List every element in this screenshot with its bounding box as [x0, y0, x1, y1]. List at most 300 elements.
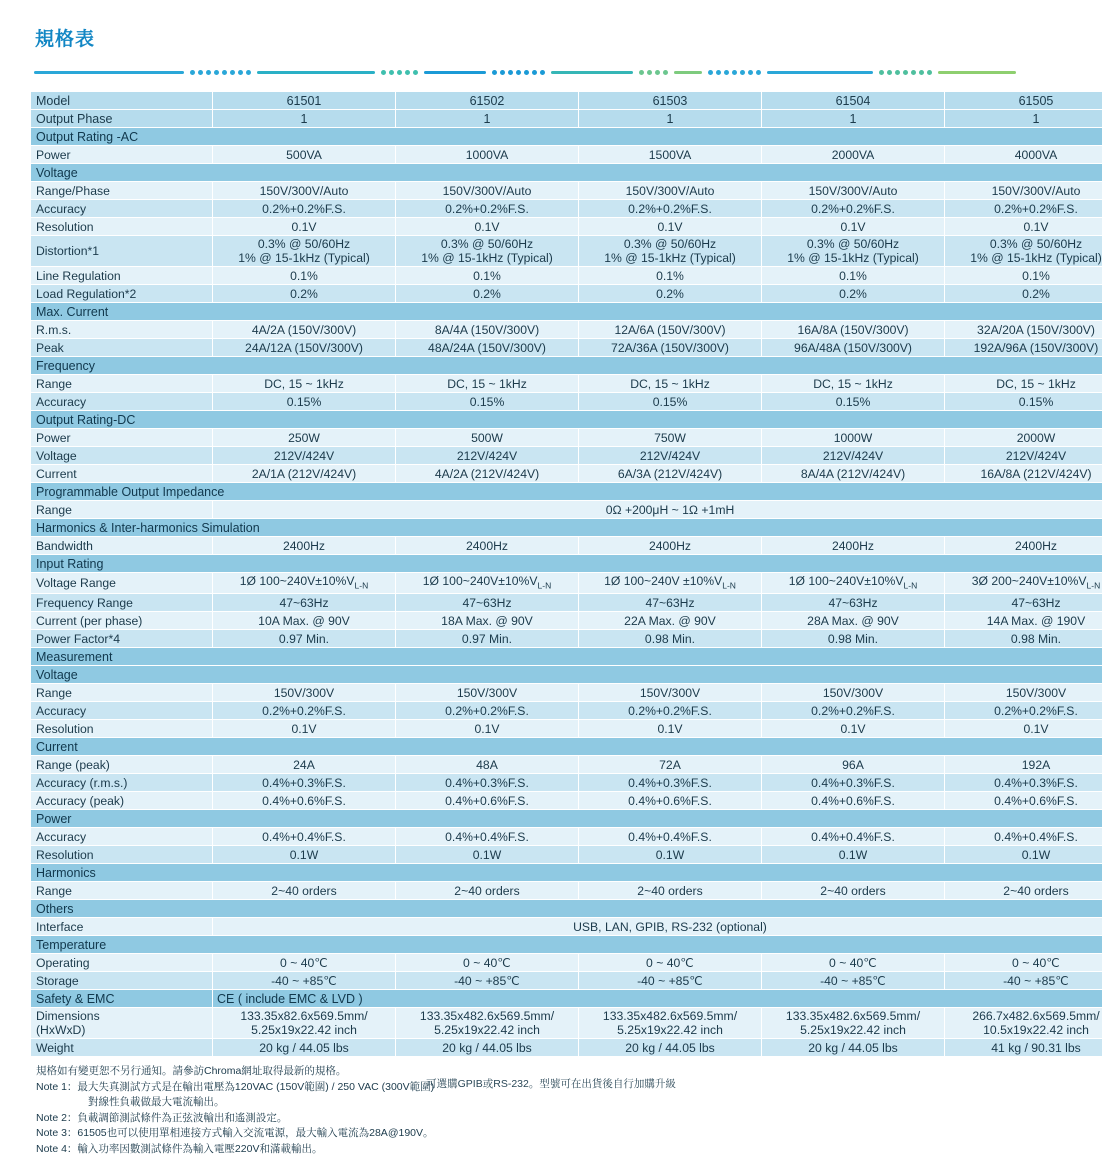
table-row — [31, 684, 1102, 702]
row-label: Current — [31, 465, 213, 483]
row-value: 6A/3A (212V/424V) — [579, 465, 762, 483]
row-value-span: USB, LAN, GPIB, RS-232 (optional) — [213, 918, 1102, 936]
row-value: 24A — [213, 756, 396, 774]
table-row — [31, 411, 1102, 429]
row-label: Load Regulation*2 — [31, 285, 213, 303]
row-value: 2~40 orders — [579, 882, 762, 900]
row-value: 212V/424V — [762, 447, 945, 465]
table-row — [31, 146, 1102, 164]
row-label: Harmonics & Inter-harmonics Simulation — [31, 519, 1102, 537]
row-value: DC, 15 ~ 1kHz — [945, 375, 1102, 393]
table-row — [31, 164, 1102, 182]
row-value: 0.3% @ 50/60Hz 1% @ 15-1kHz (Typical) — [945, 236, 1102, 267]
row-value: 4A/2A (212V/424V) — [396, 465, 579, 483]
row-value: 0.4%+0.3%F.S. — [213, 774, 396, 792]
row-label: Range — [31, 882, 213, 900]
row-label: Range/Phase — [31, 182, 213, 200]
row-value: 0.1W — [213, 846, 396, 864]
row-value: 0.1V — [762, 218, 945, 236]
row-value: 0.2% — [945, 285, 1102, 303]
table-row — [31, 720, 1102, 738]
row-value: 0.1V — [396, 720, 579, 738]
row-value: -40 ~ +85℃ — [945, 972, 1102, 990]
row-value: 16A/8A (150V/300V) — [762, 321, 945, 339]
table-row — [31, 828, 1102, 846]
row-value: 2400Hz — [945, 537, 1102, 555]
table-row — [31, 630, 1102, 648]
note-line: Note 2：負載調節測試條件為正弦波輸出和遙測設定。 — [36, 1111, 1072, 1127]
row-value: 47~63Hz — [945, 594, 1102, 612]
row-label: Peak — [31, 339, 213, 357]
row-value: 1000VA — [396, 146, 579, 164]
row-value: 0 ~ 40℃ — [762, 954, 945, 972]
row-value: 0.2%+0.2%F.S. — [579, 200, 762, 218]
row-value: 212V/424V — [213, 447, 396, 465]
row-value: 22A Max. @ 90V — [579, 612, 762, 630]
row-value: 96A/48A (150V/300V) — [762, 339, 945, 357]
row-value: DC, 15 ~ 1kHz — [579, 375, 762, 393]
row-value: 2400Hz — [762, 537, 945, 555]
row-label: Voltage — [31, 666, 1102, 684]
table-row — [31, 465, 1102, 483]
table-row — [31, 1039, 1102, 1057]
row-label: Temperature — [31, 936, 1102, 954]
row-value: DC, 15 ~ 1kHz — [762, 375, 945, 393]
row-value: 0.4%+0.4%F.S. — [213, 828, 396, 846]
row-label: Input Rating — [31, 555, 1102, 573]
row-value: 47~63Hz — [213, 594, 396, 612]
row-value: 0.4%+0.4%F.S. — [396, 828, 579, 846]
row-label: Storage — [31, 972, 213, 990]
row-label: Voltage — [31, 447, 213, 465]
row-label: Accuracy (r.m.s.) — [31, 774, 213, 792]
row-label: Output Rating -AC — [31, 128, 1102, 146]
row-value: 133.35x482.6x569.5mm/ 5.25x19x22.42 inch — [762, 1008, 945, 1039]
row-value: 2A/1A (212V/424V) — [213, 465, 396, 483]
table-row — [31, 882, 1102, 900]
table-row — [31, 846, 1102, 864]
row-value: 0.1% — [579, 267, 762, 285]
row-label: Programmable Output Impedance — [31, 483, 1102, 501]
deco-dots-4 — [639, 70, 668, 75]
row-value: 150V/300V — [762, 684, 945, 702]
table-row — [31, 339, 1102, 357]
note-line: Note 3：61505也可以使用單相連接方式輸入交流電源，最大輸入電流為28A@190V。 — [36, 1126, 1072, 1142]
row-value: 0.3% @ 50/60Hz 1% @ 15-1kHz (Typical) — [762, 236, 945, 267]
row-value: 61502 — [396, 92, 579, 110]
row-value: 2000VA — [762, 146, 945, 164]
row-value: 192A/96A (150V/300V) — [945, 339, 1102, 357]
row-value: 3Ø $200\sim 240V\pm 10\%V_{L-N}$ — [945, 573, 1102, 594]
row-value: 0.1W — [945, 846, 1102, 864]
row-value: 0.1W — [579, 846, 762, 864]
row-label: Accuracy — [31, 702, 213, 720]
note-line: 對線性負載做最大電流輸出。 — [36, 1095, 1072, 1111]
table-row — [31, 1008, 1102, 1039]
deco-line-3 — [424, 71, 486, 74]
row-value: 2~40 orders — [762, 882, 945, 900]
row-value: 0.2%+0.2%F.S. — [396, 702, 579, 720]
row-label: Range — [31, 501, 213, 519]
row-value: 0.4%+0.3%F.S. — [762, 774, 945, 792]
row-value: 1 — [762, 110, 945, 128]
row-value: 0.4%+0.3%F.S. — [396, 774, 579, 792]
row-value: 192A — [945, 756, 1102, 774]
row-value: 47~63Hz — [762, 594, 945, 612]
row-value: 0.1V — [213, 218, 396, 236]
row-value: 0.97 Min. — [396, 630, 579, 648]
note-line: 規格如有變更恕不另行通知。請參訪Chroma網址取得最新的規格。 — [36, 1064, 1072, 1080]
row-label: Voltage Range — [31, 573, 213, 594]
row-value: 0 ~ 40℃ — [579, 954, 762, 972]
row-value: 47~63Hz — [579, 594, 762, 612]
row-label: Distortion*1 — [31, 236, 213, 267]
table-row — [31, 792, 1102, 810]
row-label: Voltage — [31, 164, 1102, 182]
page-title: 規格表 — [30, 0, 1072, 51]
row-value: 0.4%+0.6%F.S. — [945, 792, 1102, 810]
row-value: 150V/300V/Auto — [579, 182, 762, 200]
row-label: Resolution — [31, 218, 213, 236]
row-value: 150V/300V/Auto — [396, 182, 579, 200]
table-row — [31, 236, 1102, 267]
table-row — [31, 429, 1102, 447]
row-value: 8A/4A (212V/424V) — [762, 465, 945, 483]
row-label: Model — [31, 92, 213, 110]
row-value: 72A/36A (150V/300V) — [579, 339, 762, 357]
row-value: -40 ~ +85℃ — [579, 972, 762, 990]
table-row — [31, 648, 1102, 666]
row-value: 133.35x482.6x569.5mm/ 5.25x19x22.42 inch — [396, 1008, 579, 1039]
row-value: 0.2%+0.2%F.S. — [213, 200, 396, 218]
row-value: 24A/12A (150V/300V) — [213, 339, 396, 357]
deco-dots-3 — [492, 70, 545, 75]
row-label: Output Rating-DC — [31, 411, 1102, 429]
row-value-span: 0Ω +200μH ~ 1Ω +1mH — [213, 501, 1102, 519]
deco-line-4 — [551, 71, 633, 74]
row-value: 0 ~ 40℃ — [945, 954, 1102, 972]
row-value: 1Ø $100\sim 240V\pm 10\%V_{L-N}$ — [213, 573, 396, 594]
row-value: 2~40 orders — [945, 882, 1102, 900]
row-value: 0.98 Min. — [762, 630, 945, 648]
table-row — [31, 200, 1102, 218]
row-value: 32A/20A (150V/300V) — [945, 321, 1102, 339]
row-label: Frequency — [31, 357, 1102, 375]
row-value: 0.3% @ 50/60Hz 1% @ 15-1kHz (Typical) — [213, 236, 396, 267]
row-value: 0.1V — [762, 720, 945, 738]
row-value: 212V/424V — [579, 447, 762, 465]
row-label: Power — [31, 146, 213, 164]
row-value: 0.3% @ 50/60Hz 1% @ 15-1kHz (Typical) — [396, 236, 579, 267]
row-label: Resolution — [31, 846, 213, 864]
row-label: Power — [31, 429, 213, 447]
row-value: 47~63Hz — [396, 594, 579, 612]
row-label: Power — [31, 810, 1102, 828]
row-value: 2~40 orders — [213, 882, 396, 900]
row-value: 4000VA — [945, 146, 1102, 164]
row-value: 1 — [945, 110, 1102, 128]
table-row — [31, 612, 1102, 630]
row-value: 0.1V — [945, 218, 1102, 236]
row-value: DC, 15 ~ 1kHz — [213, 375, 396, 393]
table-row — [31, 321, 1102, 339]
row-value: 20 kg / 44.05 lbs — [213, 1039, 396, 1057]
row-value: 212V/424V — [945, 447, 1102, 465]
row-value: 48A/24A (150V/300V) — [396, 339, 579, 357]
row-value: 2000W — [945, 429, 1102, 447]
table-row — [31, 128, 1102, 146]
deco-dots-6 — [879, 70, 932, 75]
row-label: Measurement — [31, 648, 1102, 666]
row-label: Current — [31, 738, 1102, 756]
row-value: 20 kg / 44.05 lbs — [579, 1039, 762, 1057]
row-value: 0.2%+0.2%F.S. — [945, 702, 1102, 720]
row-value: 8A/4A (150V/300V) — [396, 321, 579, 339]
row-value: 133.35x82.6x569.5mm/ 5.25x19x22.42 inch — [213, 1008, 396, 1039]
row-label: Harmonics — [31, 864, 1102, 882]
row-value: 20 kg / 44.05 lbs — [396, 1039, 579, 1057]
row-value: 0.1% — [213, 267, 396, 285]
row-value: 150V/300V — [396, 684, 579, 702]
table-row — [31, 666, 1102, 684]
table-row — [31, 900, 1102, 918]
row-value: 41 kg / 90.31 lbs — [945, 1039, 1102, 1057]
row-value: 500W — [396, 429, 579, 447]
row-value: 61504 — [762, 92, 945, 110]
row-value: 0.2%+0.2%F.S. — [396, 200, 579, 218]
table-row — [31, 447, 1102, 465]
row-label: Bandwidth — [31, 537, 213, 555]
row-value: 0.2%+0.2%F.S. — [213, 702, 396, 720]
table-row — [31, 756, 1102, 774]
row-value: 12A/6A (150V/300V) — [579, 321, 762, 339]
row-value: 16A/8A (212V/424V) — [945, 465, 1102, 483]
row-value: 0.15% — [579, 393, 762, 411]
row-value: 0 ~ 40℃ — [213, 954, 396, 972]
row-label: R.m.s. — [31, 321, 213, 339]
row-label: Output Phase — [31, 110, 213, 128]
table-row — [31, 573, 1102, 594]
table-row — [31, 864, 1102, 882]
table-row — [31, 738, 1102, 756]
row-value: 1Ø 100~240V $\pm 10\%V_{L-N}$ — [579, 573, 762, 594]
row-value: 0.2%+0.2%F.S. — [762, 702, 945, 720]
deco-line-5 — [674, 71, 702, 74]
row-value: 0.4%+0.3%F.S. — [945, 774, 1102, 792]
row-value: 0.1W — [762, 846, 945, 864]
row-value: 0.15% — [213, 393, 396, 411]
row-value: 212V/424V — [396, 447, 579, 465]
row-label: Range — [31, 375, 213, 393]
row-value: 0.1V — [213, 720, 396, 738]
row-value: -40 ~ +85℃ — [762, 972, 945, 990]
row-value: 0.1V — [579, 720, 762, 738]
note-line: Note 1：最大失真測試方式是在輸出電壓為120VAC (150V範圍) / 250 VAC (300V範圍) — [36, 1080, 1072, 1096]
row-value: 500VA — [213, 146, 396, 164]
row-value: 2400Hz — [579, 537, 762, 555]
row-value: 1000W — [762, 429, 945, 447]
table-row — [31, 537, 1102, 555]
row-value: 266.7x482.6x569.5mm/ 10.5x19x22.42 inch — [945, 1008, 1102, 1039]
table-row — [31, 375, 1102, 393]
row-label: Safety & EMC — [31, 990, 213, 1008]
row-value: 0.98 Min. — [945, 630, 1102, 648]
deco-line-7 — [938, 71, 1016, 74]
table-row — [31, 594, 1102, 612]
row-value: 0.15% — [396, 393, 579, 411]
row-value: 72A — [579, 756, 762, 774]
table-row — [31, 92, 1102, 110]
table-row — [31, 810, 1102, 828]
row-label: Range (peak) — [31, 756, 213, 774]
table-row — [31, 774, 1102, 792]
table-row — [31, 990, 1102, 1008]
row-value: 133.35x482.6x569.5mm/ 5.25x19x22.42 inch — [579, 1008, 762, 1039]
table-row — [31, 555, 1102, 573]
row-value: 250W — [213, 429, 396, 447]
row-value: 2~40 orders — [396, 882, 579, 900]
row-value: 1 — [213, 110, 396, 128]
row-label: Power Factor*4 — [31, 630, 213, 648]
note-line: Note 4：輸入功率因數測試條件為輸入電壓220V和滿載輸出。 — [36, 1142, 1072, 1157]
table-row — [31, 918, 1102, 936]
row-label: Max. Current — [31, 303, 1102, 321]
deco-dots-2 — [381, 70, 418, 75]
table-row — [31, 702, 1102, 720]
row-value: DC, 15 ~ 1kHz — [396, 375, 579, 393]
row-value: 0.1V — [396, 218, 579, 236]
table-row — [31, 501, 1102, 519]
row-label: Accuracy — [31, 393, 213, 411]
row-value: 0.97 Min. — [213, 630, 396, 648]
row-value: 0.98 Min. — [579, 630, 762, 648]
row-label: Line Regulation — [31, 267, 213, 285]
specifications-table — [30, 91, 1102, 1057]
row-value: 0.15% — [945, 393, 1102, 411]
row-value: 0.1% — [945, 267, 1102, 285]
row-value: 150V/300V — [945, 684, 1102, 702]
row-value: 0.4%+0.6%F.S. — [762, 792, 945, 810]
row-value: 0.4%+0.4%F.S. — [762, 828, 945, 846]
deco-dots-5 — [708, 70, 761, 75]
row-value: 1500VA — [579, 146, 762, 164]
row-value: 4A/2A (150V/300V) — [213, 321, 396, 339]
row-label: Accuracy — [31, 200, 213, 218]
table-row — [31, 285, 1102, 303]
row-value: 0.2%+0.2%F.S. — [579, 702, 762, 720]
row-value: 0.4%+0.3%F.S. — [579, 774, 762, 792]
table-row — [31, 519, 1102, 537]
row-value: 150V/300V/Auto — [945, 182, 1102, 200]
table-row — [31, 267, 1102, 285]
row-label: Operating — [31, 954, 213, 972]
row-value: 14A Max. @ 190V — [945, 612, 1102, 630]
row-value: 20 kg / 44.05 lbs — [762, 1039, 945, 1057]
row-label: Interface — [31, 918, 213, 936]
table-row — [31, 972, 1102, 990]
row-value: 0.1% — [762, 267, 945, 285]
row-value: 0.1% — [396, 267, 579, 285]
row-value-span: CE ( include EMC & LVD ) — [213, 990, 1102, 1008]
row-label: Accuracy — [31, 828, 213, 846]
row-value: 0.2% — [579, 285, 762, 303]
row-value: 0.3% @ 50/60Hz 1% @ 15-1kHz (Typical) — [579, 236, 762, 267]
row-value: 96A — [762, 756, 945, 774]
row-value: 28A Max. @ 90V — [762, 612, 945, 630]
row-value: 0.2% — [762, 285, 945, 303]
deco-line-6 — [767, 71, 873, 74]
table-row — [31, 303, 1102, 321]
row-value: 1Ø $100\sim 240V\pm 10\%V_{L-N}$ — [396, 573, 579, 594]
row-value: 0.2% — [213, 285, 396, 303]
deco-line-2 — [257, 71, 375, 74]
table-row — [31, 936, 1102, 954]
row-value: 150V/300V — [579, 684, 762, 702]
row-label: Others — [31, 900, 1102, 918]
table-row — [31, 483, 1102, 501]
table-row — [31, 218, 1102, 236]
row-label: Frequency Range — [31, 594, 213, 612]
row-value: 0.4%+0.4%F.S. — [579, 828, 762, 846]
row-value: 0.4%+0.4%F.S. — [945, 828, 1102, 846]
row-value: 61505 — [945, 92, 1102, 110]
table-row — [31, 357, 1102, 375]
row-value: -40 ~ +85℃ — [396, 972, 579, 990]
row-label: Accuracy (peak) — [31, 792, 213, 810]
footer-note: 可選購GPIB或RS-232。型號可在出貨後自行加購升級 — [0, 1076, 1102, 1091]
row-value: 0.4%+0.6%F.S. — [396, 792, 579, 810]
row-value: 150V/300V/Auto — [213, 182, 396, 200]
deco-line-1 — [34, 71, 184, 74]
row-value: 18A Max. @ 90V — [396, 612, 579, 630]
row-value: 750W — [579, 429, 762, 447]
row-value: -40 ~ +85℃ — [213, 972, 396, 990]
row-value: 0.2%+0.2%F.S. — [945, 200, 1102, 218]
row-value: 0 ~ 40℃ — [396, 954, 579, 972]
row-value: 10A Max. @ 90V — [213, 612, 396, 630]
row-value: 0.15% — [762, 393, 945, 411]
row-value: 0.4%+0.6%F.S. — [579, 792, 762, 810]
row-value: 61501 — [213, 92, 396, 110]
row-value: 150V/300V — [213, 684, 396, 702]
row-value: 2400Hz — [396, 537, 579, 555]
row-value: 48A — [396, 756, 579, 774]
row-label: Range — [31, 684, 213, 702]
row-value: 0.4%+0.6%F.S. — [213, 792, 396, 810]
row-value: 0.1V — [945, 720, 1102, 738]
table-row — [31, 110, 1102, 128]
row-value: 0.1V — [579, 218, 762, 236]
row-value: 1 — [579, 110, 762, 128]
row-value: 2400Hz — [213, 537, 396, 555]
row-label: Current (per phase) — [31, 612, 213, 630]
deco-dots-1 — [190, 70, 251, 75]
row-value: 1Ø $100\sim 240V\pm 10\%V_{L-N}$ — [762, 573, 945, 594]
decorative-divider — [30, 65, 1072, 79]
row-value: 0.1W — [396, 846, 579, 864]
table-row — [31, 393, 1102, 411]
table-row — [31, 182, 1102, 200]
row-label: Weight — [31, 1039, 213, 1057]
table-row — [31, 954, 1102, 972]
row-label: Resolution — [31, 720, 213, 738]
row-label: Dimensions (HxWxD) — [31, 1008, 213, 1039]
row-value: 0.2%+0.2%F.S. — [762, 200, 945, 218]
row-value: 150V/300V/Auto — [762, 182, 945, 200]
row-value: 0.2% — [396, 285, 579, 303]
row-value: 61503 — [579, 92, 762, 110]
row-value: 1 — [396, 110, 579, 128]
